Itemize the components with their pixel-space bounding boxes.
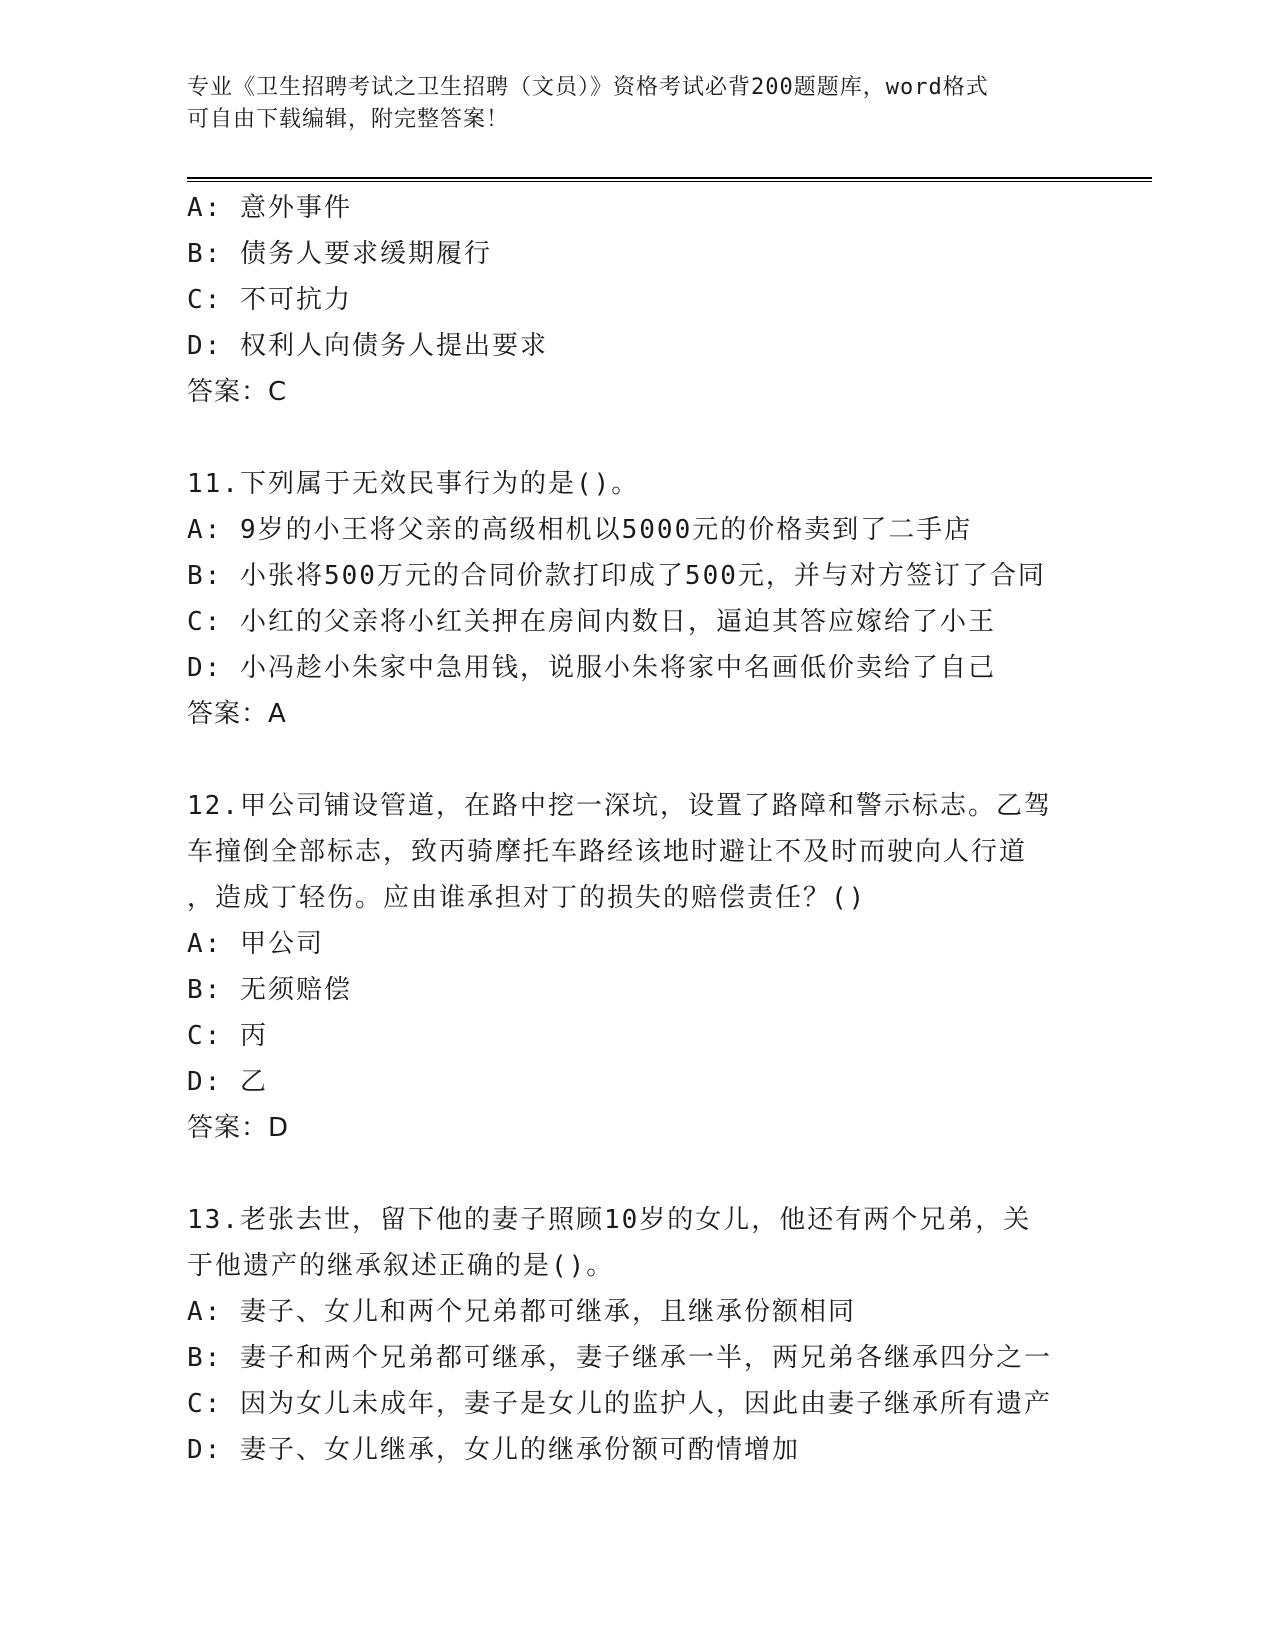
question-13-option-a: A: 妻子、女儿和两个兄弟都可继承，且继承份额相同 [187, 1297, 856, 1327]
question-11-stem: 11.下列属于无效民事行为的是()。 [187, 469, 640, 499]
question-11-block [187, 461, 1147, 737]
question-10-answer: 答案：C [187, 377, 288, 407]
question-12-block [187, 783, 1147, 1151]
question-10-option-d: D: 权利人向债务人提出要求 [187, 331, 548, 361]
question-11-option-d: D: 小冯趁小朱家中急用钱，说服小朱将家中名画低价卖给了自己 [187, 653, 996, 683]
header-divider [187, 177, 1152, 182]
question-11-option-a: A: 9岁的小王将父亲的高级相机以5000元的价格卖到了二手店 [187, 515, 973, 545]
question-11-answer: 答案：A [187, 699, 287, 729]
question-13-block [187, 1197, 1147, 1473]
question-10-option-b: B: 债务人要求缓期履行 [187, 239, 492, 269]
question-13-option-d: D: 妻子、女儿继承，女儿的继承份额可酌情增加 [187, 1435, 800, 1465]
question-12-option-b: B: 无须赔偿 [187, 975, 352, 1005]
spacer [187, 415, 1147, 461]
question-12-stem-line-2: 车撞倒全部标志，致丙骑摩托车路经该地时避让不及时而驶向人行道 [187, 837, 1028, 867]
question-13-stem-line-2: 于他遗产的继承叙述正确的是()。 [187, 1251, 615, 1281]
spacer [187, 737, 1147, 783]
question-12-option-c: C: 丙 [187, 1021, 268, 1051]
question-10-block [187, 185, 1147, 415]
question-13-option-c: C: 因为女儿未成年，妻子是女儿的监护人，因此由妻子继承所有遗产 [187, 1389, 1052, 1419]
question-12-option-a: A: 甲公司 [187, 929, 324, 959]
question-10-option-c: C: 不可抗力 [187, 285, 352, 315]
question-12-stem-line-3: ，造成丁轻伤。应由谁承担对丁的损失的赔偿责任？() [187, 883, 867, 913]
spacer [187, 1151, 1147, 1197]
question-10-option-a: A: 意外事件 [187, 193, 352, 223]
question-12-stem-line-1: 12.甲公司铺设管道，在路中挖一深坑，设置了路障和警示标志。乙驾 [187, 791, 1052, 821]
question-12-option-d: D: 乙 [187, 1067, 268, 1097]
header-line-2: 可自由下载编辑，附完整答案！ [187, 107, 510, 132]
question-list [187, 185, 1147, 1473]
document-header [187, 72, 1067, 136]
question-13-stem-line-1: 13.老张去世，留下他的妻子照顾10岁的女儿，他还有两个兄弟，关 [187, 1205, 1032, 1235]
question-13-option-b: B: 妻子和两个兄弟都可继承，妻子继承一半，两兄弟各继承四分之一 [187, 1343, 1052, 1373]
header-line-1: 专业《卫生招聘考试之卫生招聘（文员）》资格考试必背200题题库，word格式 [187, 75, 989, 100]
question-11-option-b: B: 小张将500万元的合同价款打印成了500元，并与对方签订了合同 [187, 561, 1046, 591]
question-12-answer: 答案：D [187, 1113, 290, 1143]
question-11-option-c: C: 小红的父亲将小红关押在房间内数日，逼迫其答应嫁给了小王 [187, 607, 996, 637]
